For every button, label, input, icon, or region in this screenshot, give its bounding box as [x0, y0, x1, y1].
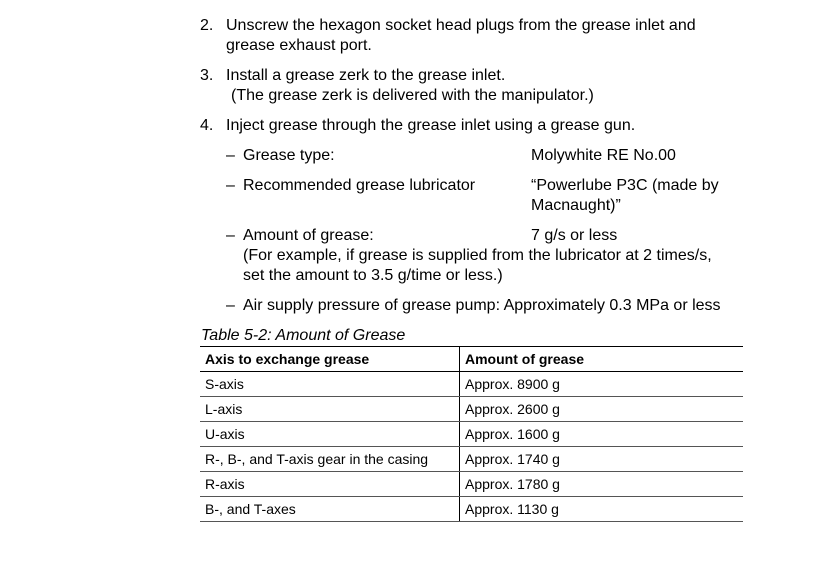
subitem-note: set the amount to 3.5 g/time or less.) — [243, 267, 503, 284]
table-row — [200, 497, 743, 522]
axis-cell: R-, B-, and T-axis gear in the casing — [200, 447, 460, 472]
step-number: 3. — [200, 67, 214, 84]
axis-cell: S-axis — [200, 372, 460, 397]
step-text: Inject grease through the grease inlet using a grease gun. — [226, 117, 636, 134]
step-text: Unscrew the hexagon socket head plugs from the grease inlet and — [226, 17, 696, 34]
dash-bullet: – — [226, 227, 235, 244]
subitem-label: Recommended grease lubricator — [243, 177, 476, 194]
grease-amount-table — [200, 346, 743, 522]
subitem-value: “Powerlube P3C (made by — [531, 177, 719, 194]
step-text: grease exhaust port. — [226, 37, 372, 54]
amount-cell: Approx. 1780 g — [460, 472, 744, 497]
axis-cell: R-axis — [200, 472, 460, 497]
subitem-note: (For example, if grease is supplied from the lubricator at 2 times/s, — [243, 247, 712, 264]
amount-cell: Approx. 1130 g — [460, 497, 744, 522]
subitem-label: Amount of grease: — [243, 227, 374, 244]
table-caption: Table 5-2: Amount of Grease — [201, 327, 406, 344]
dash-bullet: – — [226, 177, 235, 194]
table-header-row — [200, 347, 743, 372]
table-row — [200, 422, 743, 447]
amount-cell: Approx. 1600 g — [460, 422, 744, 447]
amount-cell: Approx. 1740 g — [460, 447, 744, 472]
subitem-value: 7 g/s or less — [531, 227, 618, 244]
step-text: Install a grease zerk to the grease inlet. — [226, 67, 506, 84]
table-row — [200, 372, 743, 397]
axis-cell: L-axis — [200, 397, 460, 422]
table-row — [200, 447, 743, 472]
subitem-label: Grease type: — [243, 147, 335, 164]
subitem-label: Air supply pressure of grease pump: Approximately 0.3 MPa or less — [243, 297, 721, 314]
dash-bullet: – — [226, 297, 235, 314]
axis-cell: U-axis — [200, 422, 460, 447]
subitem-value: Macnaught)” — [531, 197, 621, 214]
amount-cell: Approx. 8900 g — [460, 372, 744, 397]
column-header-axis: Axis to exchange grease — [200, 347, 460, 372]
step-number: 4. — [200, 117, 214, 134]
axis-cell: B-, and T-axes — [200, 497, 460, 522]
subitem-value: Molywhite RE No.00 — [531, 147, 676, 164]
amount-cell: Approx. 2600 g — [460, 397, 744, 422]
column-header-amount: Amount of grease — [460, 347, 744, 372]
step-text: (The grease zerk is delivered with the manipulator.) — [231, 87, 594, 104]
table-row — [200, 397, 743, 422]
step-number: 2. — [200, 17, 214, 34]
table-row — [200, 472, 743, 497]
dash-bullet: – — [226, 147, 235, 164]
